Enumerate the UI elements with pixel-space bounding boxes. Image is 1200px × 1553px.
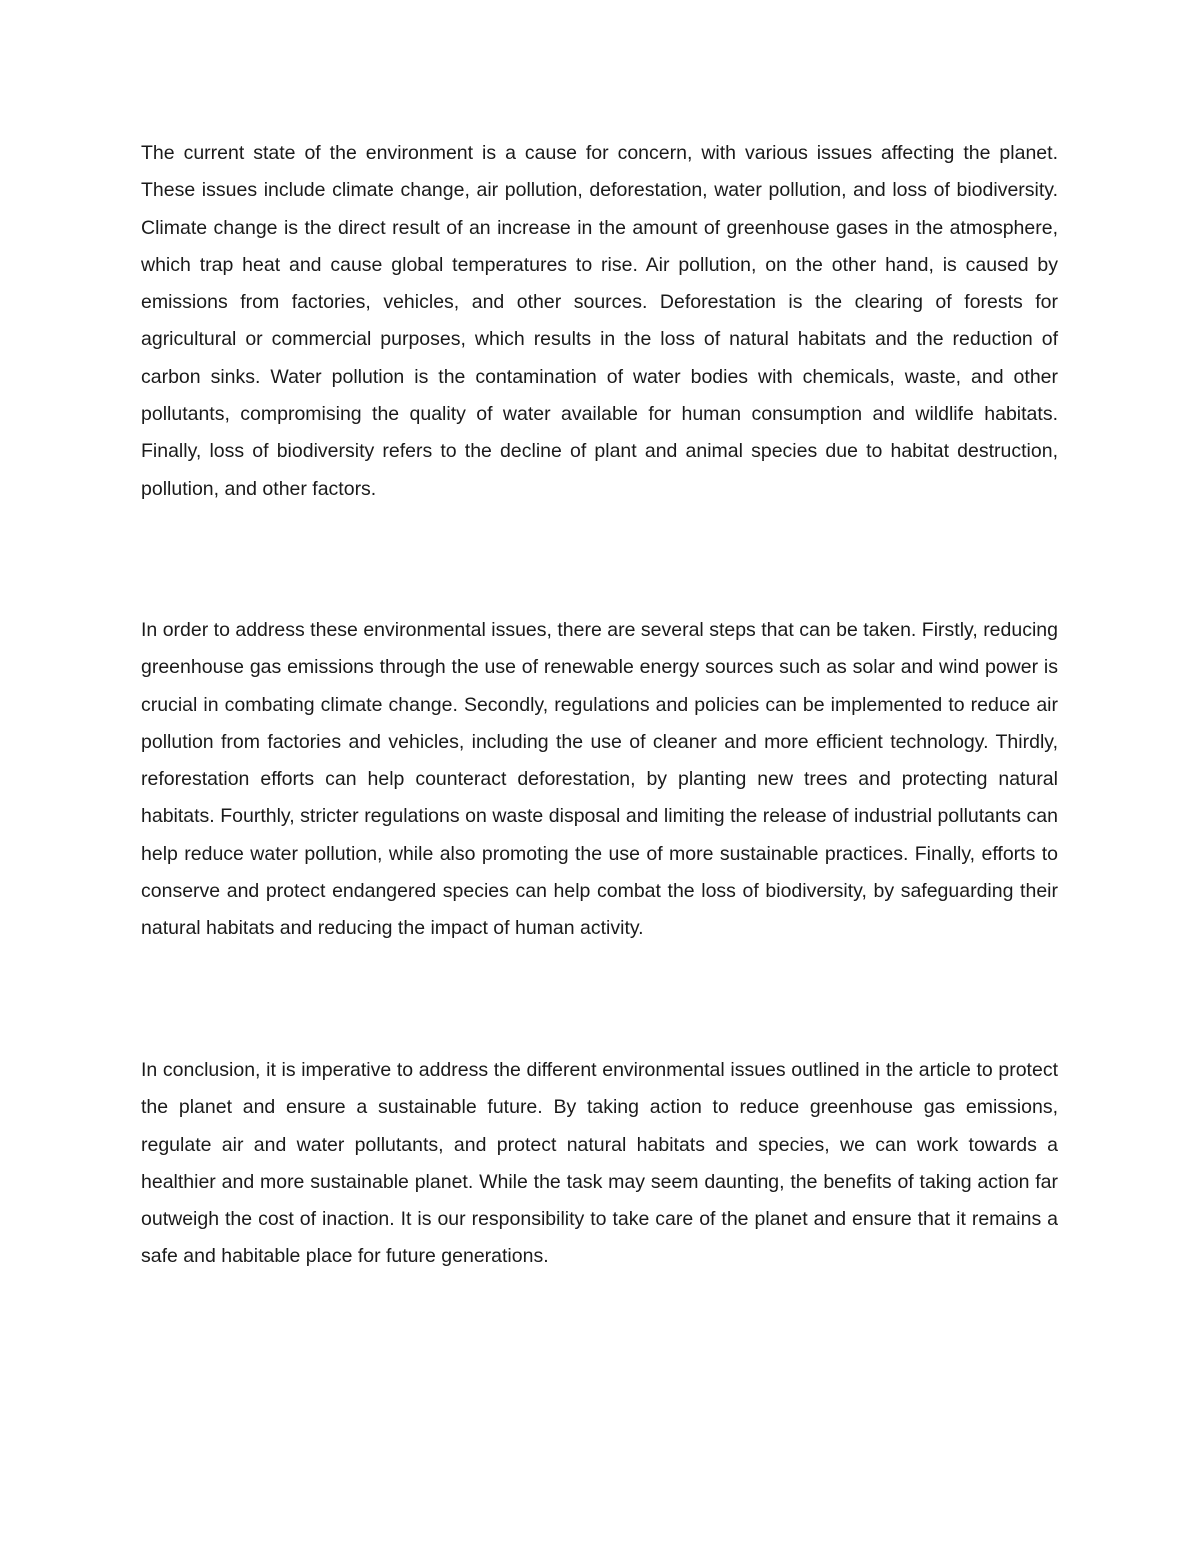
- paragraph-solutions: In order to address these environmental issues, there are several steps that can be taken. Firstly, reducing greenhouse gas emissions through the use of renewable energy sources such as solar and wind power is crucial in combating climate change. Secondly, regulations and policies can be implemented to reduce air pollution from factories and vehicles, including the use of cleaner and more efficient technology. Thirdly, reforestation efforts can help counteract deforestation, by planting new trees and protecting natural habitats. Fourthly, stricter regulations on waste disposal and limiting the release of industrial pollutants can help reduce water pollution, while also promoting the use of more sustainable practices. Finally, efforts to conserve and protect endangered species can help combat the loss of biodiversity, by safeguarding their natural habitats and reducing the impact of human activity.: [141, 619, 1058, 940]
- paragraph-conclusion: In conclusion, it is imperative to address the different environmental issues outlined in the article to protect the planet and ensure a sustainable future. By taking action to reduce greenhouse gas emissions, regulate air and water pollutants, and protect natural habitats and species, we can work towards a healthier and more sustainable planet. While the task may seem daunting, the benefits of taking action far outweigh the cost of inaction. It is our responsibility to take care of the planet and ensure that it remains a safe and habitable place for future generations.: [141, 1059, 1058, 1268]
- paragraph-environmental-issues: The current state of the environment is a cause for concern, with various issues affecting the planet. These issues include climate change, air pollution, deforestation, water pollution, and loss of biodiversity. Climate change is the direct result of an increase in the amount of greenhouse gases in the atmosphere, which trap heat and cause global temperatures to rise. Air pollution, on the other hand, is caused by emissions from factories, vehicles, and other sources. Deforestation is the clearing of forests for agricultural or commercial purposes, which results in the loss of natural habitats and the reduction of carbon sinks. Water pollution is the contamination of water bodies with chemicals, waste, and other pollutants, compromising the quality of water available for human consumption and wildlife habitats. Finally, loss of biodiversity refers to the decline of plant and animal species due to habitat destruction, pollution, and other factors.: [141, 142, 1058, 500]
